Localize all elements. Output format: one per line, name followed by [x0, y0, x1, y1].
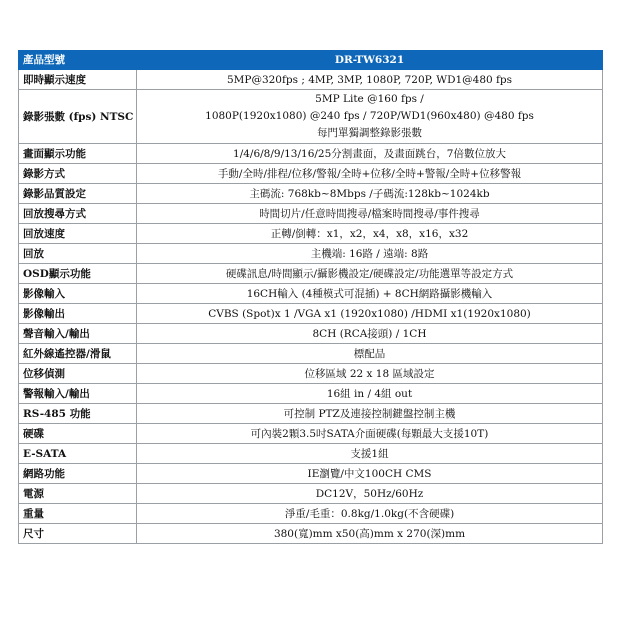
table-row	[19, 304, 603, 324]
spec-table	[18, 50, 603, 544]
row-label: 錄影張數 (fps) NTSC	[19, 90, 137, 144]
row-label: 硬碟	[19, 424, 137, 444]
row-label: 回放速度	[19, 224, 137, 244]
row-value: 1/4/6/8/9/13/16/25分割畫面，及畫面跳台，7倍數位放大	[137, 144, 603, 164]
row-label: 重量	[19, 504, 137, 524]
row-label: 網路功能	[19, 464, 137, 484]
row-label: 電源	[19, 484, 137, 504]
row-value: 可控制 PTZ及連接控制鍵盤控制主機	[137, 404, 603, 424]
row-value: 8CH (RCA接頭) / 1CH	[137, 324, 603, 344]
row-label: 錄影方式	[19, 164, 137, 184]
table-row	[19, 184, 603, 204]
table-row	[19, 90, 603, 144]
table-row	[19, 484, 603, 504]
row-value: 主碼流: 768kb~8Mbps /子碼流:128kb~1024kb	[137, 184, 603, 204]
row-label: 畫面顯示功能	[19, 144, 137, 164]
table-row	[19, 364, 603, 384]
table-row	[19, 524, 603, 544]
row-value: 16CH輸入 (4種模式可混插) + 8CH網路攝影機輸入	[137, 284, 603, 304]
row-label: 錄影品質設定	[19, 184, 137, 204]
table-row	[19, 70, 603, 90]
row-label: 聲音輸入/輸出	[19, 324, 137, 344]
row-label: 影像輸入	[19, 284, 137, 304]
header-label: 產品型號	[19, 51, 137, 70]
row-value: 5MP@320fps ; 4MP, 3MP, 1080P, 720P, WD1@480 fps	[137, 70, 603, 90]
row-value: CVBS (Spot)x 1 /VGA x1 (1920x1080) /HDMI x1(1920x1080)	[137, 304, 603, 324]
row-label: 警報輸入/輸出	[19, 384, 137, 404]
row-value: DC12V，50Hz/60Hz	[137, 484, 603, 504]
table-header-row	[19, 51, 603, 70]
row-value-line: 每門單獨調整錄影張數	[317, 127, 422, 139]
row-value: 手動/全時/排程/位移/警報/全時+位移/全時+警報/全時+位移警報	[137, 164, 603, 184]
row-value: 時間切片/任意時間搜尋/檔案時間搜尋/事件搜尋	[137, 204, 603, 224]
row-label: 尺寸	[19, 524, 137, 544]
row-label: 回放搜尋方式	[19, 204, 137, 224]
row-value: 位移區域 22 x 18 區域設定	[137, 364, 603, 384]
row-value: IE瀏覽/中文100CH CMS	[137, 464, 603, 484]
table-row	[19, 384, 603, 404]
table-row	[19, 164, 603, 184]
row-value: 16組 in / 4組 out	[137, 384, 603, 404]
row-value: 可內裝2顆3.5吋SATA介面硬碟(每顆最大支援10T)	[137, 424, 603, 444]
row-label: 影像輸出	[19, 304, 137, 324]
row-value-line: 1080P(1920x1080) @240 fps / 720P/WD1(960x480) @480 fps	[205, 110, 534, 122]
table-row	[19, 224, 603, 244]
row-label: OSD顯示功能	[19, 264, 137, 284]
table-row	[19, 344, 603, 364]
row-value: 主機端: 16路 / 遠端: 8路	[137, 244, 603, 264]
row-value: 硬碟訊息/時間顯示/攝影機設定/硬碟設定/功能選單等設定方式	[137, 264, 603, 284]
spec-sheet	[18, 50, 602, 544]
row-value: 淨重/毛重：0.8kg/1.0kg(不含硬碟)	[137, 504, 603, 524]
table-row	[19, 244, 603, 264]
table-row	[19, 404, 603, 424]
table-row	[19, 444, 603, 464]
table-row	[19, 324, 603, 344]
row-label: RS-485 功能	[19, 404, 137, 424]
row-value-multiline	[137, 90, 603, 144]
row-value: 380(寬)mm x50(高)mm x 270(深)mm	[137, 524, 603, 544]
row-label: 位移偵測	[19, 364, 137, 384]
table-row	[19, 284, 603, 304]
header-model: DR-TW6321	[137, 51, 603, 70]
table-row	[19, 424, 603, 444]
table-row	[19, 264, 603, 284]
table-row	[19, 504, 603, 524]
row-value: 支援1組	[137, 444, 603, 464]
table-row	[19, 144, 603, 164]
table-row	[19, 464, 603, 484]
row-value-line: 5MP Lite @160 fps /	[315, 93, 424, 105]
table-row	[19, 204, 603, 224]
row-value: 正轉/倒轉：x1，x2，x4，x8，x16，x32	[137, 224, 603, 244]
row-label: 即時顯示速度	[19, 70, 137, 90]
row-label: 紅外線遙控器/滑鼠	[19, 344, 137, 364]
row-value: 標配品	[137, 344, 603, 364]
row-label: E-SATA	[19, 444, 137, 464]
row-label: 回放	[19, 244, 137, 264]
